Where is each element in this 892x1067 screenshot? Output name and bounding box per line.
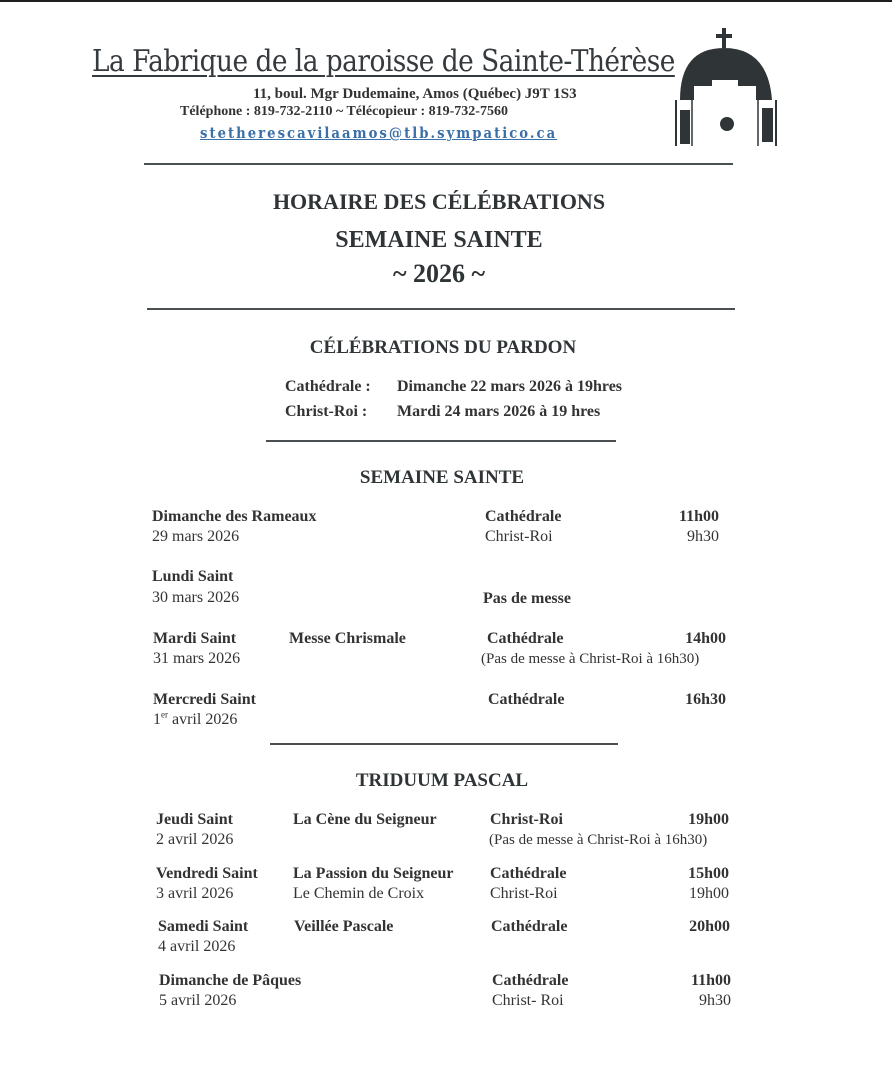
entry-day: Vendredi Saint [156, 865, 258, 882]
entry-celebration: La Passion du Seigneur [293, 865, 454, 882]
entry-celebration: La Cène du Seigneur [293, 811, 437, 828]
semaine-sainte-heading: SEMAINE SAINTE [359, 467, 525, 488]
left-door [680, 110, 690, 144]
entry-place: Christ-Roi [485, 528, 553, 545]
entry-day: Lundi Saint [152, 568, 234, 585]
divider-1 [144, 163, 733, 165]
entry-date: 30 mars 2026 [152, 589, 240, 606]
rose-window [720, 117, 734, 131]
entry-celebration-secondary: Le Chemin de Croix [293, 885, 425, 902]
divider-2 [147, 308, 735, 310]
entry-time: 20h00 [689, 918, 730, 935]
entry-day: Dimanche des Rameaux [152, 508, 317, 525]
entry-time: 11h00 [690, 972, 731, 989]
entry-place: Cathédrale [487, 630, 564, 647]
church-dome-icon [672, 28, 784, 148]
entry-note: Pas de messe [483, 590, 571, 607]
pardon-place: Christ-Roi : [285, 403, 368, 420]
address: 11, boul. Mgr Dudemaine, Amos (Québec) J9T 1S3 [253, 86, 577, 102]
entry-date [153, 711, 237, 729]
entry-note: (Pas de messe à Christ-Roi à 16h30) [489, 832, 708, 848]
entry-place: Cathédrale [490, 865, 567, 882]
entry-time: 19h00 [688, 811, 729, 828]
entry-celebration: Veillée Pascale [294, 918, 394, 935]
page-top-border [0, 0, 892, 2]
date-rest: avril 2026 [168, 711, 238, 728]
entry-date: 2 avril 2026 [156, 831, 234, 848]
entry-date: 3 avril 2026 [156, 885, 234, 902]
entry-date: 29 mars 2026 [152, 528, 240, 545]
pardon-when: Mardi 24 mars 2026 à 19 hres [397, 403, 601, 420]
date-ordinal: er [161, 709, 168, 720]
entry-place: Christ- Roi [492, 992, 564, 1009]
phone-fax: Téléphone : 819-732-2110 ~ Télécopieur : 819-732-7560 [180, 104, 508, 119]
cross-horizontal [716, 34, 732, 38]
entry-place: Christ-Roi [490, 811, 563, 828]
entry-time: 14h00 [685, 630, 726, 647]
entry-place: Cathédrale [485, 508, 562, 525]
entry-celebration: Messe Chrismale [289, 630, 406, 647]
entry-day: Mercredi Saint [153, 691, 256, 708]
schedule-title: HORAIRE DES CÉLÉBRATIONS [272, 189, 606, 214]
schedule-subtitle: SEMAINE SAINTE [335, 227, 543, 253]
entry-place: Cathédrale [492, 972, 569, 989]
triduum-heading: TRIDUUM PASCAL [355, 770, 529, 791]
entry-date: 5 avril 2026 [159, 992, 237, 1009]
divider-3 [266, 440, 616, 442]
entry-time: 16h30 [685, 691, 726, 708]
entry-place: Christ-Roi [490, 885, 558, 902]
entry-place: Cathédrale [491, 918, 568, 935]
entry-time: 9h30 [687, 528, 719, 545]
organization-title: La Fabrique de la paroisse de Sainte-Thérèse [92, 44, 675, 79]
pardon-place: Cathédrale : [285, 378, 371, 395]
entry-time: 19h00 [689, 885, 729, 902]
entry-day: Samedi Saint [158, 918, 249, 935]
divider-4 [270, 743, 618, 745]
entry-time: 15h00 [688, 865, 729, 882]
entry-date: 31 mars 2026 [153, 650, 241, 667]
entry-day: Mardi Saint [153, 630, 237, 647]
entry-day: Dimanche de Pâques [159, 972, 302, 989]
schedule-year: ~ 2026 ~ [392, 259, 486, 288]
entry-time: 11h00 [678, 508, 719, 525]
entry-time: 9h30 [699, 992, 731, 1009]
entry-note: (Pas de messe à Christ-Roi à 16h30) [481, 651, 700, 667]
pardon-heading: CÉLÉBRATIONS DU PARDON [309, 337, 577, 358]
date-day-num: 1 [153, 711, 161, 728]
entry-place: Cathédrale [488, 691, 565, 708]
entry-date: 4 avril 2026 [158, 938, 236, 955]
pardon-when: Dimanche 22 mars 2026 à 19hres [397, 378, 623, 395]
entry-day: Jeudi Saint [156, 811, 233, 828]
email-link[interactable]: stetherescavilaamos@tlb.sympatico.ca [200, 124, 558, 142]
right-door [762, 108, 773, 142]
